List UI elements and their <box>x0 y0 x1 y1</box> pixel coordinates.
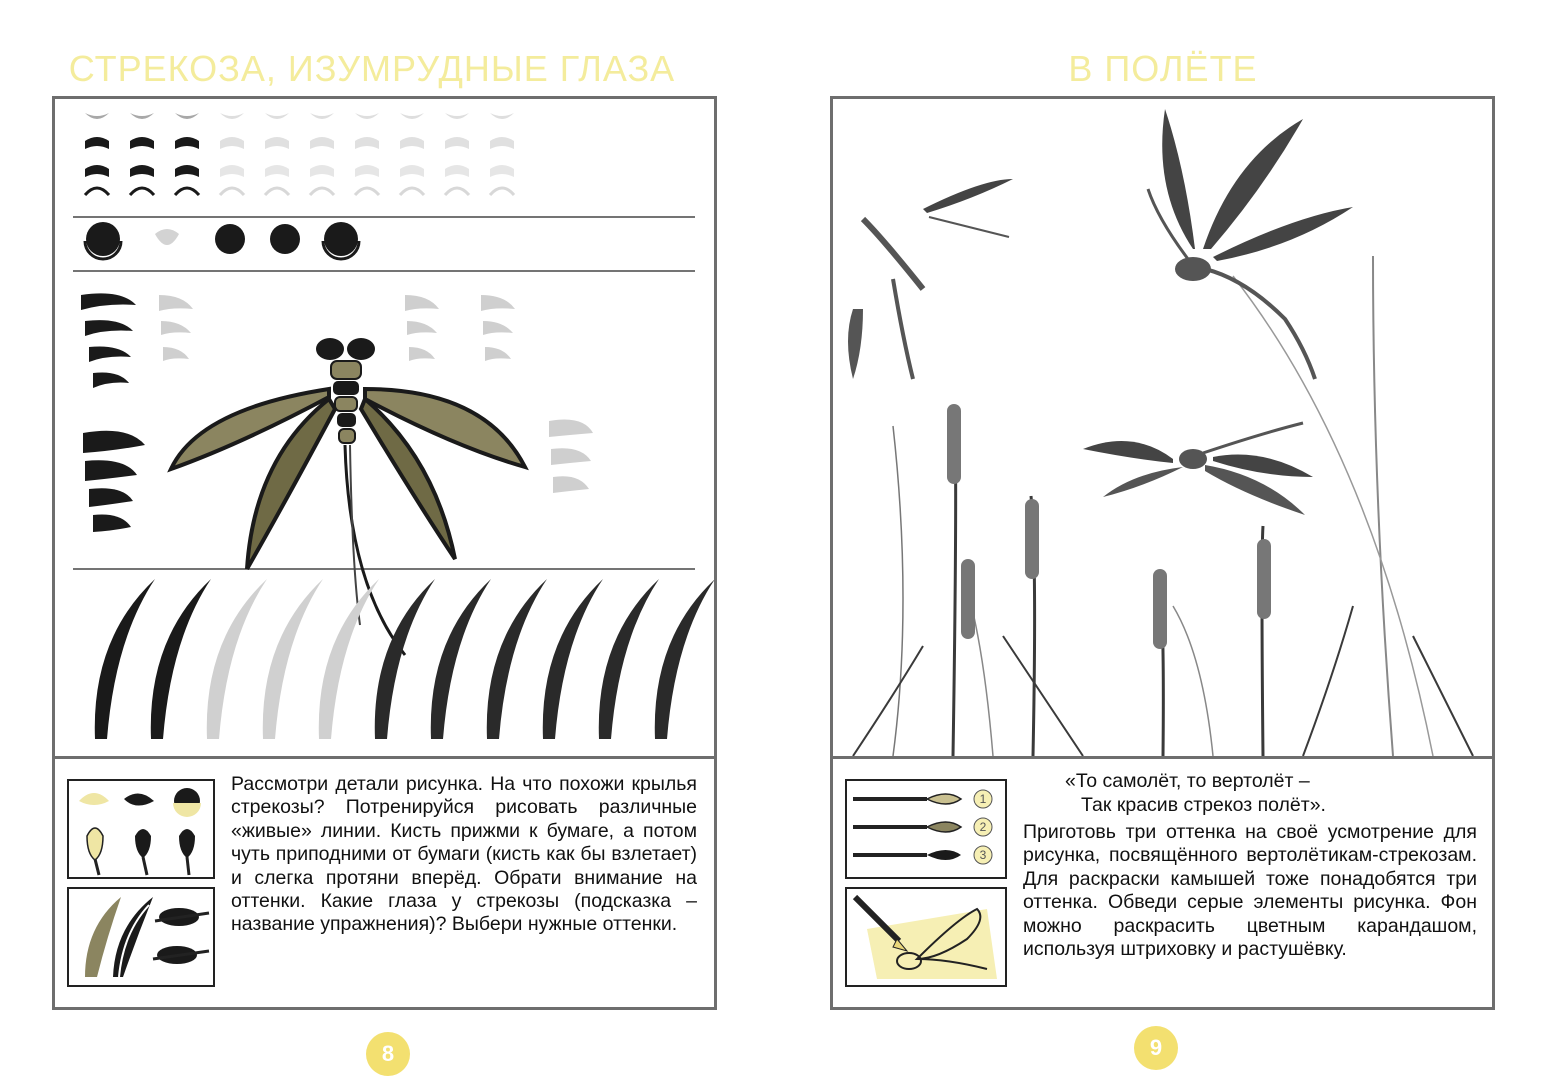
brush-stroke <box>220 165 244 177</box>
brush-crescent <box>400 113 424 119</box>
left-info-panel <box>55 756 714 1007</box>
three-shades-brush-thumbnail <box>845 779 1007 879</box>
brush-arc <box>85 188 109 195</box>
brush-arc <box>310 188 334 195</box>
brush-arc <box>265 188 289 195</box>
dragonflies-in-flight-illustration <box>833 99 1492 756</box>
brush-stroke <box>310 165 334 177</box>
brush-stroke <box>175 137 199 149</box>
grass-stroke <box>319 579 379 739</box>
brush-stroke <box>265 165 289 177</box>
brush-arc <box>175 188 199 195</box>
brush-crescent <box>85 113 109 119</box>
brush-arc <box>130 188 154 195</box>
right-page-title: В ПОЛЁТЕ <box>1068 48 1258 89</box>
grass-stroke <box>655 579 714 739</box>
brush-stroke <box>130 137 154 149</box>
brush-arc <box>490 188 514 195</box>
left-instructions-text: Рассмотри детали рисунка. На что похожи крылья стрекозы? Потренируйся рисовать различные «живые» линии. Кисть прижми к бумаге, а потом чуть приподними от бумаги (кисть как бы взлетает) и слегка протяни вперёд. Обрати внимание на оттенки. Какие глаза у стрекозы (подсказка – название упражнения)? Выбери нужные оттенки. <box>231 773 697 936</box>
grass-stroke <box>431 579 491 739</box>
left-page-number-badge: 8 <box>366 1032 410 1076</box>
brush-crescent <box>310 113 334 119</box>
brush-crescent <box>220 113 244 119</box>
brush-arc <box>445 188 469 195</box>
brush-crescent <box>265 113 289 119</box>
grass-stroke <box>263 579 323 739</box>
shade-label-1: 1 <box>979 792 987 806</box>
brush-crescent <box>355 113 379 119</box>
left-page-title: СТРЕКОЗА, ИЗУМРУДНЫЕ ГЛАЗА <box>68 48 676 89</box>
brush-stroke <box>355 137 379 149</box>
right-info-panel <box>833 756 1492 1007</box>
poem-line-2: Так красив стрекоз полёт». <box>1081 794 1326 816</box>
grass-stroke <box>375 579 435 739</box>
right-page-number-badge: 9 <box>1134 1026 1178 1070</box>
brush-stroke <box>400 137 424 149</box>
brush-stroke <box>490 165 514 177</box>
brush-stroke <box>445 165 469 177</box>
brush-stroke <box>220 137 244 149</box>
brush-stroke <box>355 165 379 177</box>
brush-stroke <box>85 165 109 177</box>
brush-arc <box>220 188 244 195</box>
brush-arc <box>355 188 379 195</box>
brush-crescent <box>175 113 199 119</box>
brush-stroke <box>130 165 154 177</box>
pencil-coloring-thumbnail <box>845 887 1007 987</box>
grass-stroke <box>95 579 155 739</box>
poem-line-1: «То самолёт, то вертолёт – <box>1065 770 1310 792</box>
brush-crescent <box>445 113 469 119</box>
brush-stroke <box>490 137 514 149</box>
right-instructions-text: Приготовь три оттенка на своё усмотрение для рисунка, посвящённого вертолётикам-стрекозам. Для раскраски камышей тоже понадобятся три оттенка. Обведи серые элементы рисунка. Фон можно раскрасить цветным карандашом, используя штриховку и растушёвку. <box>1023 821 1477 961</box>
brush-stroke <box>445 137 469 149</box>
eye-brush-thumbnail <box>67 779 215 879</box>
brush-stroke <box>265 137 289 149</box>
grass-stroke <box>207 579 267 739</box>
brush-stroke <box>175 165 199 177</box>
brush-crescent <box>130 113 154 119</box>
grass-stroke <box>151 579 211 739</box>
grass-stroke <box>599 579 659 739</box>
brush-arc <box>400 188 424 195</box>
shade-label-3: 3 <box>979 848 987 862</box>
grass-stroke <box>487 579 547 739</box>
brush-crescent <box>490 113 514 119</box>
brush-stroke <box>310 137 334 149</box>
brush-stroke <box>400 165 424 177</box>
wing-brush-thumbnail <box>67 887 215 987</box>
dragonfly-exercise-illustration <box>55 99 714 756</box>
brush-stroke <box>85 137 109 149</box>
grass-stroke <box>543 579 603 739</box>
left-page-frame <box>52 96 717 1010</box>
shade-label-2: 2 <box>979 820 987 834</box>
right-page-frame <box>830 96 1495 1010</box>
